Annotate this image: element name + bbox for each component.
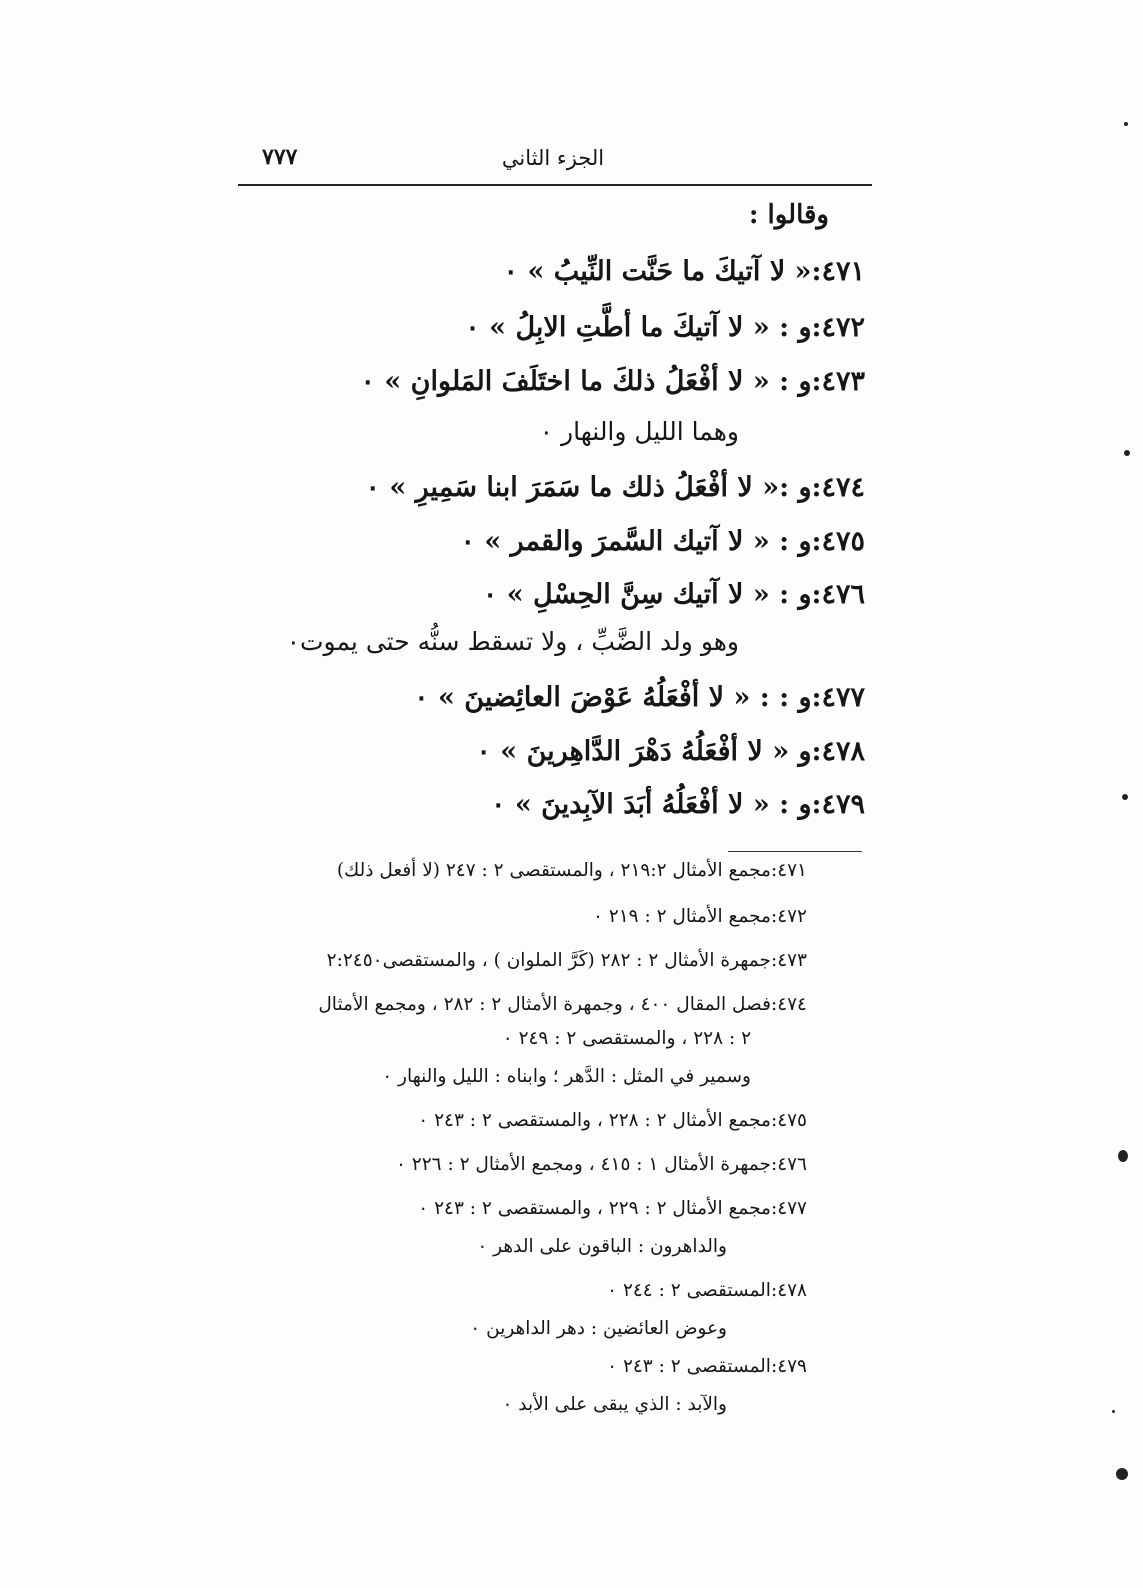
proverb-line: ٤٧٢:و : « لا آتيكَ ما أطَّتِ الابِلُ » ٠ [465,312,865,343]
proverb-line: ٤٧٥:و : « لا آتيك السَّمرَ والقمر » ٠ [460,526,865,557]
footnote-line: ٤٧٢:مجمع الأمثال ٢ : ٢١٩ ٠ [592,906,807,927]
footnote-line: ٤٧٥:مجمع الأمثال ٢ : ٢٢٨ ، والمستقصى ٢ : ٢٤٣ ٠ [418,1110,807,1131]
scan-speck [1122,794,1128,800]
page-header [238,140,872,186]
footnote-line: والآبد : الذي يبقى على الأبد ٠ [502,1394,727,1415]
proverb-explanation: وهو ولد الضَّبِّ ، ولا تسقط سنُّه حتى يموت٠ [286,627,739,656]
page-number: ٧٧٧ [262,144,298,170]
footnote-line: والداهرون : الباقون على الدهر ٠ [477,1236,727,1257]
proverb-explanation: وهما الليل والنهار ٠ [539,417,739,446]
scan-speck [1118,1150,1128,1162]
proverb-line: ٤٧٦:و : « لا آتيك سِنَّ الحِسْلِ » ٠ [482,579,865,610]
proverb-line: ٤٧٣:و : « لا أفْعَلُ ذلكَ ما اختَلَفَ المَلوانِ » ٠ [360,366,865,397]
footnote-line: ٤٧٨:المستقصى ٢ : ٢٤٤ ٠ [607,1280,807,1301]
footnote-line: ٢ : ٢٢٨ ، والمستقصى ٢ : ٢٤٩ ٠ [502,1028,751,1049]
proverb-line: ٤٧٩:و : « لا أفْعَلُهُ أبَدَ الآبِدينَ » ٠ [490,789,865,820]
scan-speck [1116,1468,1128,1480]
footnote-line: وعوض العائضين : دهر الداهرين ٠ [470,1318,727,1339]
proverb-line: ٤٧٤:و :« لا أفْعَلُ ذلك ما سَمَرَ ابنا سَمِيرِ » ٠ [365,472,865,503]
proverb-line: ٤٧١:« لا آتيكَ ما حَنَّت النِّيبُ » ٠ [503,256,865,287]
proverb-line: ٤٧٧:و : : « لا أفْعَلُهُ عَوْضَ العائِضينَ » ٠ [414,682,865,713]
footnote-line: ٤٧٤:فصل المقال ٤٠٠ ، وجمهرة الأمثال ٢ : ٢٨٢ ، ومجمع الأمثال [318,994,807,1015]
running-title: الجزء الثاني [501,146,605,170]
footnote-line: ٤٧٣:جمهرة الأمثال ٢ : ٢٨٢ (كَرَّ الملوان ) ، والمستقصى٢:٢٤٥٠ [326,950,807,971]
footnote-line: وسمير في المثل : الدَّهر ؛ وابناه : الليل والنهار ٠ [382,1066,751,1087]
footnote-divider [728,851,862,852]
scan-speck [1112,1410,1115,1413]
footnote-line: ٤٧٧:مجمع الأمثال ٢ : ٢٢٩ ، والمستقصى ٢ : ٢٤٣ ٠ [418,1198,807,1219]
footnote-line: ٤٧٩:المستقصى ٢ : ٢٤٣ ٠ [607,1356,807,1377]
scan-speck [1124,122,1128,126]
proverb-line: ٤٧٨:و « لا أفْعَلُهُ دَهْرَ الدَّاهِرينَ » ٠ [476,736,865,767]
footnote-line: ٤٧٦:جمهرة الأمثال ١ : ٤١٥ ، ومجمع الأمثال ٢ : ٢٢٦ ٠ [395,1154,807,1175]
footnote-line: ٤٧١:مجمع الأمثال ٢١٩:٢ ، والمستقصى ٢ : ٢٤٧ (لا أفعل ذلك) [336,860,807,881]
scan-speck [1124,450,1130,456]
intro-line: وقالوا : [748,200,829,230]
